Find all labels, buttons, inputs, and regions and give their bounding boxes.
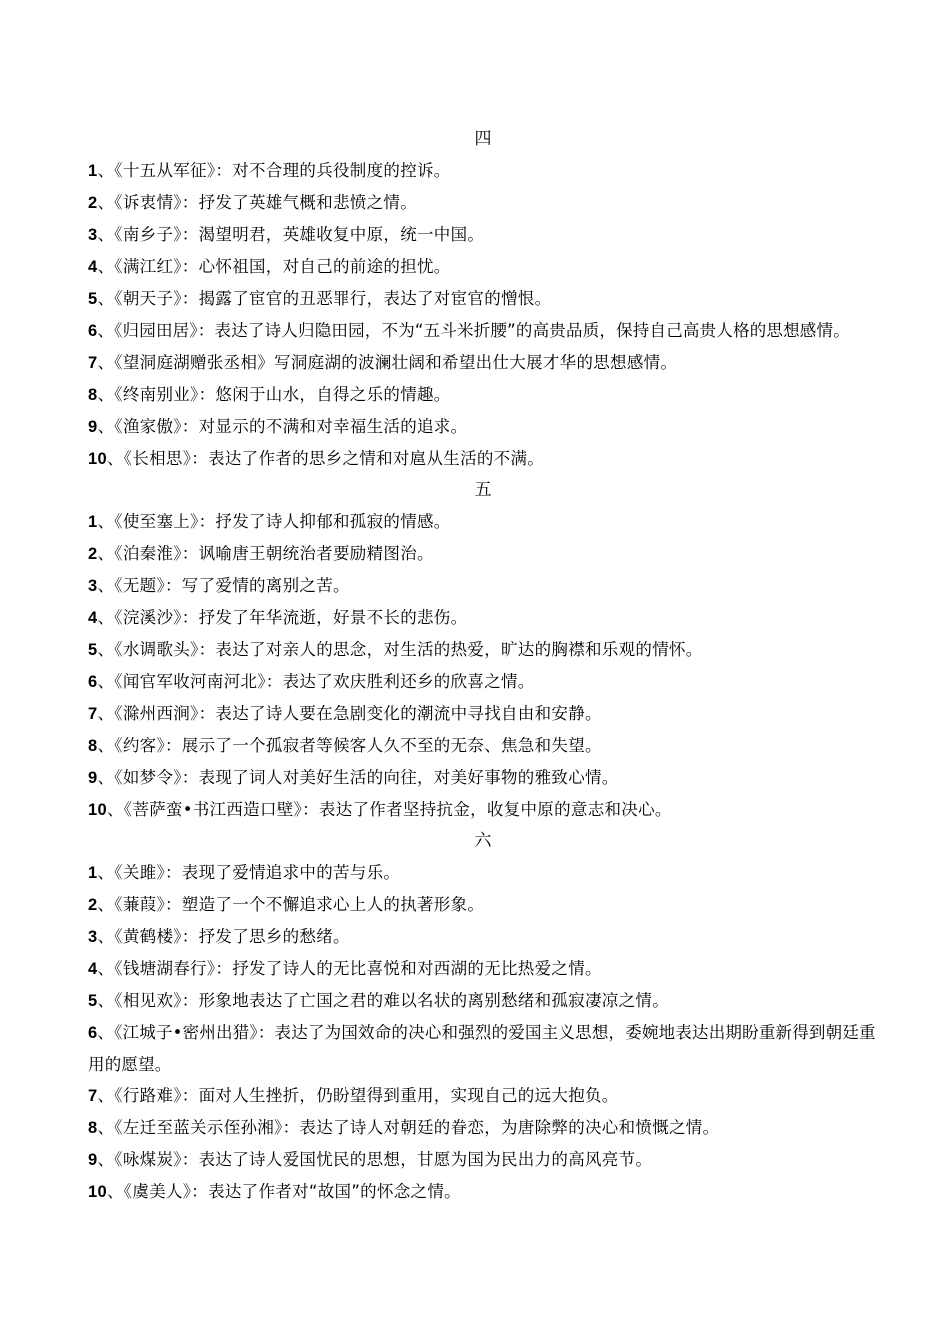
list-item	[88, 1112, 878, 1144]
item-text: 《蒹葭》：塑造了一个不懈追求心上人的执著形象。	[114, 895, 485, 914]
item-separator: 、	[97, 991, 115, 1010]
item-text: 《菩萨蛮•书江西造口壁》：表达了作者坚持抗金，收复中原的意志和决心。	[123, 800, 672, 819]
item-separator: 、	[97, 1150, 115, 1169]
item-separator: 、	[106, 449, 124, 468]
item-number: 7	[88, 1087, 98, 1105]
item-separator: 、	[97, 353, 115, 372]
item-text: 《长相思》：表达了作者的思乡之情和对扈从生活的不满。	[123, 449, 545, 468]
item-number: 9	[88, 1151, 98, 1169]
item-separator: 、	[97, 768, 115, 787]
item-number: 7	[88, 354, 98, 372]
list-item	[88, 251, 878, 283]
list-item	[88, 762, 878, 794]
item-number: 6	[88, 673, 98, 691]
list-item	[88, 443, 878, 475]
item-separator: 、	[97, 895, 115, 914]
list-item	[88, 666, 878, 698]
item-text: 《咏煤炭》：表达了诗人爱国忧民的思想，甘愿为国为民出力的高风亮节。	[114, 1150, 653, 1169]
item-separator: 、	[97, 640, 115, 659]
item-number: 4	[88, 258, 98, 276]
item-separator: 、	[97, 417, 115, 436]
list-item	[88, 1080, 878, 1112]
item-number: 7	[88, 705, 98, 723]
item-number: 1	[88, 162, 98, 180]
item-number: 4	[88, 960, 98, 978]
item-text: 《南乡子》：渴望明君，英雄收复中原，统一中国。	[114, 225, 485, 244]
item-text: 《约客》：展示了一个孤寂者等候客人久不至的无奈、焦急和失望。	[114, 736, 602, 755]
item-text: 《相见欢》：形象地表达了亡国之君的难以名状的离别愁绪和孤寂凄凉之情。	[114, 991, 669, 1010]
list-item	[88, 794, 878, 826]
item-separator: 、	[97, 225, 115, 244]
item-separator: 、	[97, 576, 115, 595]
item-separator: 、	[97, 257, 115, 276]
item-text: 《朝天子》：揭露了宦官的丑恶罪行，表达了对宦官的憎恨。	[114, 289, 552, 308]
item-number: 9	[88, 418, 98, 436]
item-separator: 、	[97, 193, 115, 212]
item-number: 6	[88, 322, 98, 340]
item-separator: 、	[97, 672, 115, 691]
item-number: 1	[88, 513, 98, 531]
item-text: 《无题》：写了爱情的离别之苦。	[114, 576, 350, 595]
section-title: 五	[474, 480, 492, 500]
item-text: 《黄鹤楼》：抒发了思乡的愁绪。	[114, 927, 350, 946]
item-text: 《满江红》：心怀祖国，对自己的前途的担忧。	[114, 257, 451, 276]
item-separator: 、	[97, 161, 115, 180]
item-text: 《滁州西涧》：表达了诗人要在急剧变化的潮流中寻找自由和安静。	[114, 704, 602, 723]
item-number: 10	[88, 801, 107, 819]
item-separator: 、	[97, 385, 115, 404]
item-number: 10	[88, 450, 107, 468]
item-number: 2	[88, 545, 98, 563]
item-number: 8	[88, 386, 98, 404]
item-number: 2	[88, 896, 98, 914]
list-item	[88, 187, 878, 219]
list-item	[88, 315, 878, 347]
item-text: 《使至塞上》：抒发了诗人抑郁和孤寂的情感。	[114, 512, 451, 531]
list-item	[88, 857, 878, 889]
item-number: 3	[88, 577, 98, 595]
item-text: 《左迁至蓝关示侄孙湘》：表达了诗人对朝廷的眷恋，为唐除弊的决心和愤慨之情。	[114, 1118, 720, 1137]
item-number: 8	[88, 1119, 98, 1137]
item-number: 9	[88, 769, 98, 787]
list-item	[88, 411, 878, 443]
item-number: 8	[88, 737, 98, 755]
item-text: 《终南别业》：悠闲于山水，自得之乐的情趣。	[114, 385, 451, 404]
list-item	[88, 985, 878, 1017]
section-title: 四	[474, 129, 492, 149]
list-item	[88, 921, 878, 953]
item-number: 5	[88, 641, 98, 659]
list-item	[88, 634, 878, 666]
item-text: 《诉衷情》：抒发了英雄气概和悲愤之情。	[114, 193, 417, 212]
list-item	[88, 570, 878, 602]
list-item	[88, 889, 878, 921]
item-separator: 、	[97, 1118, 115, 1137]
item-number: 5	[88, 290, 98, 308]
item-number: 4	[88, 609, 98, 627]
item-text: 《十五从军征》：对不合理的兵役制度的控诉。	[114, 161, 451, 180]
item-number: 10	[88, 1183, 107, 1201]
item-separator: 、	[97, 544, 115, 563]
list-item	[88, 283, 878, 315]
list-item	[88, 953, 878, 985]
item-text: 《浣溪沙》：抒发了年华流逝，好景不长的悲伤。	[114, 608, 468, 627]
item-text: 《行路难》：面对人生挫折，仍盼望得到重用，实现自己的远大抱负。	[114, 1086, 619, 1105]
item-text: 《虞美人》：表达了作者对“故国”的怀念之情。	[123, 1182, 461, 1201]
item-separator: 、	[97, 321, 115, 340]
item-number: 3	[88, 928, 98, 946]
item-number: 5	[88, 992, 98, 1010]
section-title: 六	[474, 831, 492, 851]
item-separator: 、	[97, 704, 115, 723]
item-text: 《江城子•密州出猎》：表达了为国效命的决心和强烈的爱国主义思想，委婉地表达出期盼重新得到朝廷重用的愿望。	[88, 1023, 876, 1074]
item-separator: 、	[97, 1086, 115, 1105]
item-separator: 、	[97, 959, 115, 978]
item-separator: 、	[97, 736, 115, 755]
item-separator: 、	[97, 927, 115, 946]
list-item	[88, 219, 878, 251]
item-separator: 、	[97, 289, 115, 308]
item-text: 《闻官军收河南河北》：表达了欢庆胜利还乡的欣喜之情。	[114, 672, 535, 691]
list-item	[88, 1144, 878, 1176]
list-item	[88, 698, 878, 730]
item-text: 《水调歌头》：表达了对亲人的思念，对生活的热爱，旷达的胸襟和乐观的情怀。	[114, 640, 703, 659]
document-page	[88, 124, 878, 1208]
list-item	[88, 1017, 878, 1080]
item-number: 3	[88, 226, 98, 244]
item-text: 《泊秦淮》：讽喻唐王朝统治者要励精图治。	[114, 544, 434, 563]
item-text: 《归园田居》：表达了诗人归隐田园，不为“五斗米折腰”的高贵品质，保持自己高贵人格的思想感情。	[114, 321, 850, 340]
list-item	[88, 602, 878, 634]
list-item	[88, 155, 878, 187]
list-item	[88, 730, 878, 762]
item-text: 《如梦令》：表现了词人对美好生活的向往，对美好事物的雅致心情。	[114, 768, 619, 787]
item-number: 2	[88, 194, 98, 212]
list-item	[88, 1176, 878, 1208]
list-item	[88, 379, 878, 411]
list-item	[88, 347, 878, 379]
item-number: 6	[88, 1024, 98, 1042]
item-text: 《关雎》：表现了爱情追求中的苦与乐。	[114, 863, 401, 882]
list-item	[88, 538, 878, 570]
item-separator: 、	[97, 512, 115, 531]
item-text: 《渔家傲》：对显示的不满和对幸福生活的追求。	[114, 417, 468, 436]
item-separator: 、	[106, 1182, 124, 1201]
list-item	[88, 506, 878, 538]
item-number: 1	[88, 864, 98, 882]
item-separator: 、	[106, 800, 124, 819]
item-separator: 、	[97, 1023, 115, 1042]
item-separator: 、	[97, 608, 115, 627]
item-text: 《望洞庭湖赠张丞相》写洞庭湖的波澜壮阔和希望出仕大展才华的思想感情。	[114, 353, 678, 372]
item-text: 《钱塘湖春行》：抒发了诗人的无比喜悦和对西湖的无比热爱之情。	[114, 959, 602, 978]
item-separator: 、	[97, 863, 115, 882]
